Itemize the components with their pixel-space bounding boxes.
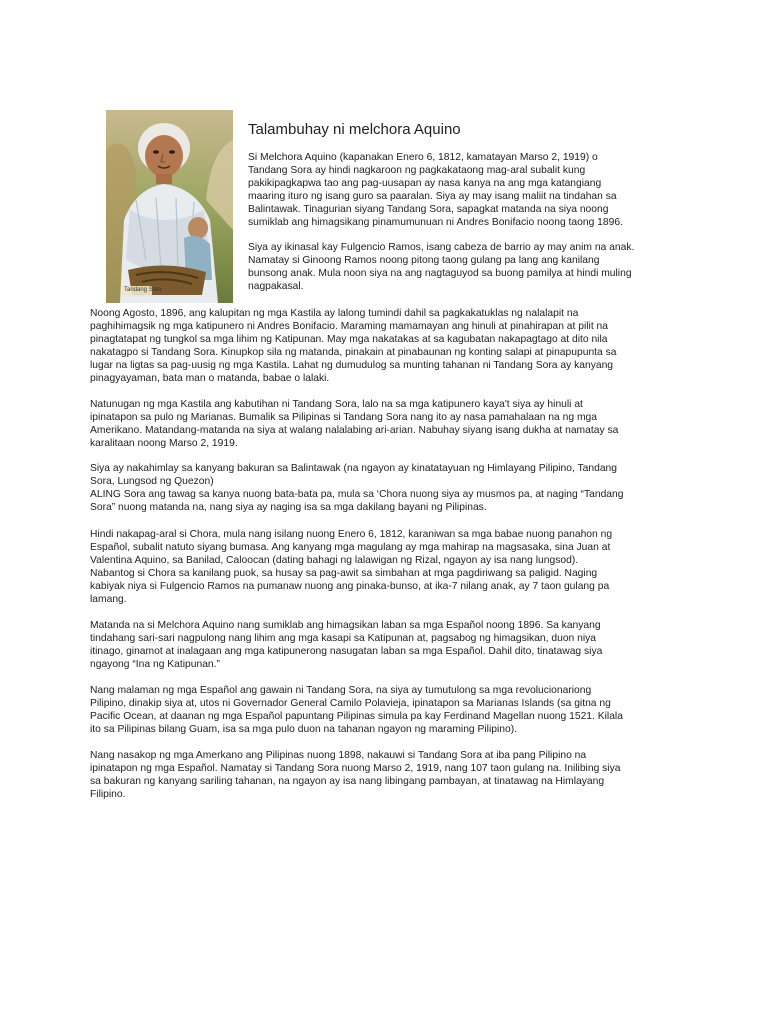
text-line: Tandang Sora ay hindi nagkaroon ng pagkakataong mag-aral subalit kung xyxy=(248,164,586,176)
paragraph-death xyxy=(90,750,690,802)
text-line: ngayong “Ina ng Katipunan.” xyxy=(90,658,220,670)
text-line: sumiklab ang himagsikang pinamumunuan ni Andres Bonifacio noong taong 1896. xyxy=(248,216,623,228)
text-line: karalitaan noong Marso 2, 1919. xyxy=(90,437,238,449)
portrait-image xyxy=(106,110,233,303)
text-line: Nang malaman ng mga Español ang gawain ni Tandang Sora, na siya ay tumutulong sa mga revolucionariong xyxy=(90,685,592,696)
text-line: Siya ay ikinasal kay Fulgencio Ramos, isang cabeza de barrio ay may anim na anak. xyxy=(248,242,635,253)
paragraph-intro xyxy=(248,152,688,229)
text-line: Hindi nakapag-aral si Chora, mula nang isilang nuong Enero 6, 1812, karaniwan sa mga babae nuong panahon ng xyxy=(90,529,613,540)
text-line: ipinatapon sa pulo ng Marianas. Bumalik sa Pilipinas si Tandang Sora nang ito ay nasa pamahalaan na ng mga xyxy=(90,411,597,423)
text-line: Natunugan ng mga Kastila ang kabutihan ni Tandang Sora, lalo na sa mga katipunero kaya't siya ay hinuli at xyxy=(90,399,583,410)
text-line: Valentina Aquino, sa Banilad, Caloocan (dating bahagi ng lalawigan ng Rizal, ngayon ay isa nang lungsod). xyxy=(90,554,579,566)
paragraph-deportation xyxy=(90,685,690,737)
text-line: Si Melchora Aquino (kapanakan Enero 6, 1812, kamatayan Marso 2, 1919) o xyxy=(248,152,598,163)
text-line: kabiyak niya si Fulgencio Ramos na pumanaw nuong ang pinaka-bunso, at ika-7 nilang anak, ay 7 taon gulang pa xyxy=(90,580,610,592)
text-line: paghihimagsik ng mga katipunero ni Andres Bonifacio. Maraming mamamayan ang hinuli at pinahirapan at pilit na xyxy=(90,320,609,332)
paragraph-marriage xyxy=(248,242,688,294)
text-line: tindahang sari-sari nagpulong nang lihim ang mga kasapi sa Katipunan at, pagsabog ng himagsikan, duon niya xyxy=(90,632,597,644)
document-title: Talambuhay ni melchora Aquino xyxy=(248,121,461,138)
text-line: Matanda na si Melchora Aquino nang sumiklab ang himagsikan laban sa mga Español noong 1896. Sa kanyang xyxy=(90,620,601,631)
text-line: ito sa Pilipinas bilang Guam, isa sa mga pulo duon na tahanan ngayon ng maraming Pilipino). xyxy=(90,723,518,735)
text-line: ALING Sora ang tawag sa kanya nuong bata-bata pa, mula sa ‘Chora nuong siya ay musmos pa, at naging “Tandang xyxy=(90,488,624,500)
portrait-caption: Tandang Sora xyxy=(124,287,162,293)
text-line: Pacific Ocean, at daanan ng mga Español papuntang Pilipinas simula pa kay Ferdinand Magellan nuong 1521. Kilala xyxy=(90,710,623,722)
paragraph-august-1896 xyxy=(90,308,690,385)
text-line: Filipino. xyxy=(90,788,126,800)
text-line: pinagyayaman, bata man o matanda, babae o lalaki. xyxy=(90,372,330,384)
text-line: Namatay si Ginoong Ramos noong pitong taong gulang pa lang ang kanilang xyxy=(248,254,600,266)
text-line: lugar na ligtas sa pag-uusig ng mga Kastila. Lahat ng dumudulog sa munting tahanan ni Tandang Sora ay kanyang xyxy=(90,359,614,371)
text-line: maaring ituro ng isang guro sa paaralan. Siya ay may isang maliit na tindahan sa xyxy=(248,190,617,202)
text-line: bunsong anak. Mula noon siya na ang nagtaguyod sa buong pamilya at hindi muling xyxy=(248,267,632,279)
text-line: Español, subalit natuto siyang bumasa. Ang kanyang mga magulang ay mga mahirap na magsasaka, sina Juan at xyxy=(90,541,611,553)
text-line: Amerikano. Matandang-matanda na siya at walang nalalabing ari-arian. Nabuhay siyang isang dukha at namatay sa xyxy=(90,424,619,436)
text-line: Nabantog si Chora sa kanilang puok, sa husay sa pag-awit sa simbahan at mga pagdiriwang sa paligid. Naging xyxy=(90,567,598,579)
text-line: lamang. xyxy=(90,593,127,605)
text-line: ipinatapon ng mga Español. Namatay si Tandang Sora nuong Marso 2, 1919, nang 107 taon gulang na. Inilibing siya xyxy=(90,762,621,774)
paragraph-resting-place xyxy=(90,463,690,515)
paragraph-exile xyxy=(90,399,690,451)
text-line: Sora” nuong matanda na, nang siya ay naging isa sa mga dakilang bayani ng Pilipinas. xyxy=(90,501,487,513)
text-line: Nang nasakop ng mga Amerkano ang Pilipinas nuong 1898, nakauwi si Tandang Sora at iba pang Pilipino na xyxy=(90,750,587,761)
text-line: nakatagpo si Tandang Sora. Kinupkop sila ng matanda, pinakain at pinabaunan ng konting salapi at pinapupunta sa xyxy=(90,346,617,358)
text-line: sa bakuran ng kanyang sariling tahanan, na ngayon ay isa nang libingang pambayan, at tinatawag na Himlayang xyxy=(90,775,605,787)
text-line: Siya ay nakahimlay sa kanyang bakuran sa Balintawak (na ngayon ay kinatatayuan ng Himlayang Pilipino, Tandang xyxy=(90,463,617,474)
text-line: pinagtatapat ng tungkol sa mga lihim ng Katipunan. May mga nakatakas at sa kagubatan nakapagtago at dito nila xyxy=(90,333,608,345)
paragraph-revolution xyxy=(90,620,690,672)
text-line: pakikipagkapwa tao ang pag-uusapan ay nasa kanya na ang mga katangiang xyxy=(248,177,602,189)
text-line: Pilipino, dinakip siya at, utos ni Governador General Camilo Polavieja, ipinatapon sa Marianas Islands (sa gitna ng xyxy=(90,697,611,709)
text-line: nagpakasal. xyxy=(248,280,304,292)
text-line: Noong Agosto, 1896, ang kalupitan ng mga Kastila ay lalong tumindi dahil sa pagkakatuklas ng nalalapit na xyxy=(90,308,579,319)
text-line: Sora, Lungsod ng Quezon) xyxy=(90,475,214,487)
text-line: itinago, ginamot at inalagaan ang mga katipunerong nasugatan laban sa mga Español. Dahil dito, tinatawag siya xyxy=(90,645,603,657)
text-line: Balintawak. Tinagurian siyang Tandang Sora, sapagkat matanda na siya noong xyxy=(248,203,609,215)
paragraph-early-life xyxy=(90,529,690,606)
